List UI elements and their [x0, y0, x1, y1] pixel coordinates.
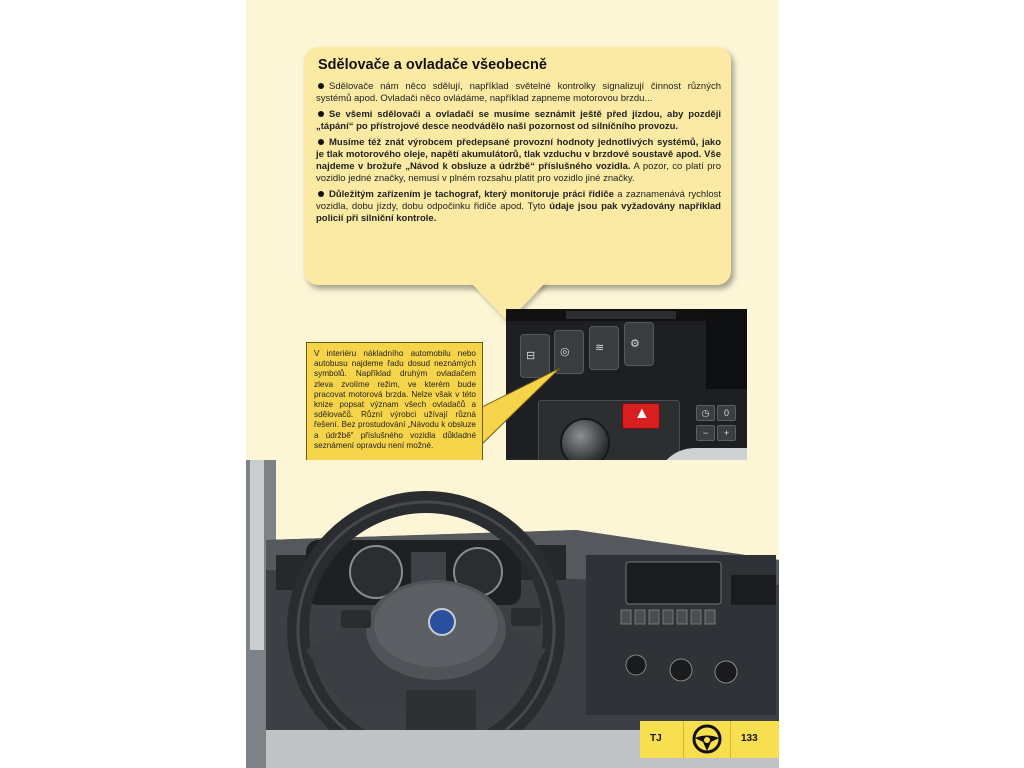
- brake-mode-icon: ◎: [560, 346, 570, 358]
- minus-button: −: [696, 425, 715, 441]
- footer-divider: [683, 721, 684, 758]
- clock-button: ◷: [696, 405, 715, 421]
- footer-code: TJ: [650, 733, 662, 744]
- paragraph-3: Musíme též znát výrobcem předepsané provozní hodnoty jednotlivých systémů, jako je tlak motorového oleje, napětí akumulátorů, tlak vzduchu v brzdové soustavě apod. Vše najdeme v brožuře „Návod k obsluze a údržbě“ příslušného vozidla. A pozor, co platí pro vozidlo jedné značky, nemusí v plném rozsahu platit pro vozidlo jiné značky.: [316, 137, 721, 184]
- switch-fog: [589, 326, 619, 370]
- work-light-icon: ⚙: [630, 338, 640, 350]
- steering-wheel-icon: [691, 723, 723, 755]
- switch-work-light: [624, 322, 654, 366]
- hazard-icon: ▲: [634, 405, 650, 422]
- section-title: Sdělovače a ovladače všeobecně: [318, 57, 547, 73]
- page-number: 133: [741, 733, 758, 744]
- paragraph-2: Se všemi sdělovači a ovladači se musíme seznámit ještě před jízdou, aby později „tápání“ po přístrojové desce neodvádělo naši pozornost od silničního provozu.: [316, 109, 721, 132]
- plus-button: +: [717, 425, 736, 441]
- footer-divider: [730, 721, 731, 758]
- bullet-icon: [318, 111, 324, 117]
- callout-box: [306, 342, 483, 474]
- lamp-icon: ⊟: [526, 350, 536, 362]
- callout-text: V interiéru nákladního automobilu nebo autobusu najdeme řadu dosud neznámých symbolů. Například druhým ovladačem zleva zvolíme režim, ve kterém bude pracovat motorová brzda. Nelze však v této knize popsat význam všech ovladačů a sdělovačů. Různí výrobci užívají různá řešení. Bez prostudování „Návodu k obsluze a údržbě“ příslušného vozidla důkladné seznámení opravdu není možné.: [314, 349, 476, 450]
- bullet-icon: [318, 191, 324, 197]
- paragraph-1: Sdělovače nám něco sdělují, například světelné kontrolky signalizují činnost různých systémů apod. Ovladači něco ovládáme, například zapneme motorovou brzdu...: [316, 81, 721, 104]
- bullet-icon: [318, 139, 324, 145]
- fog-light-icon: ≋: [595, 342, 605, 354]
- hazard-button: [622, 403, 660, 429]
- zero-button: 0: [717, 405, 736, 421]
- paragraph-4: Důležitým zařízením je tachograf, který monitoruje práci řidiče a zaznamenává rychlost vozidla, dobu jízdy, dobu odpočinku řidiče apod. Tyto údaje jsou pak vyžadovány například policií při silniční kontrole.: [316, 189, 721, 224]
- info-bubble: [304, 47, 731, 285]
- bullet-icon: [318, 83, 324, 89]
